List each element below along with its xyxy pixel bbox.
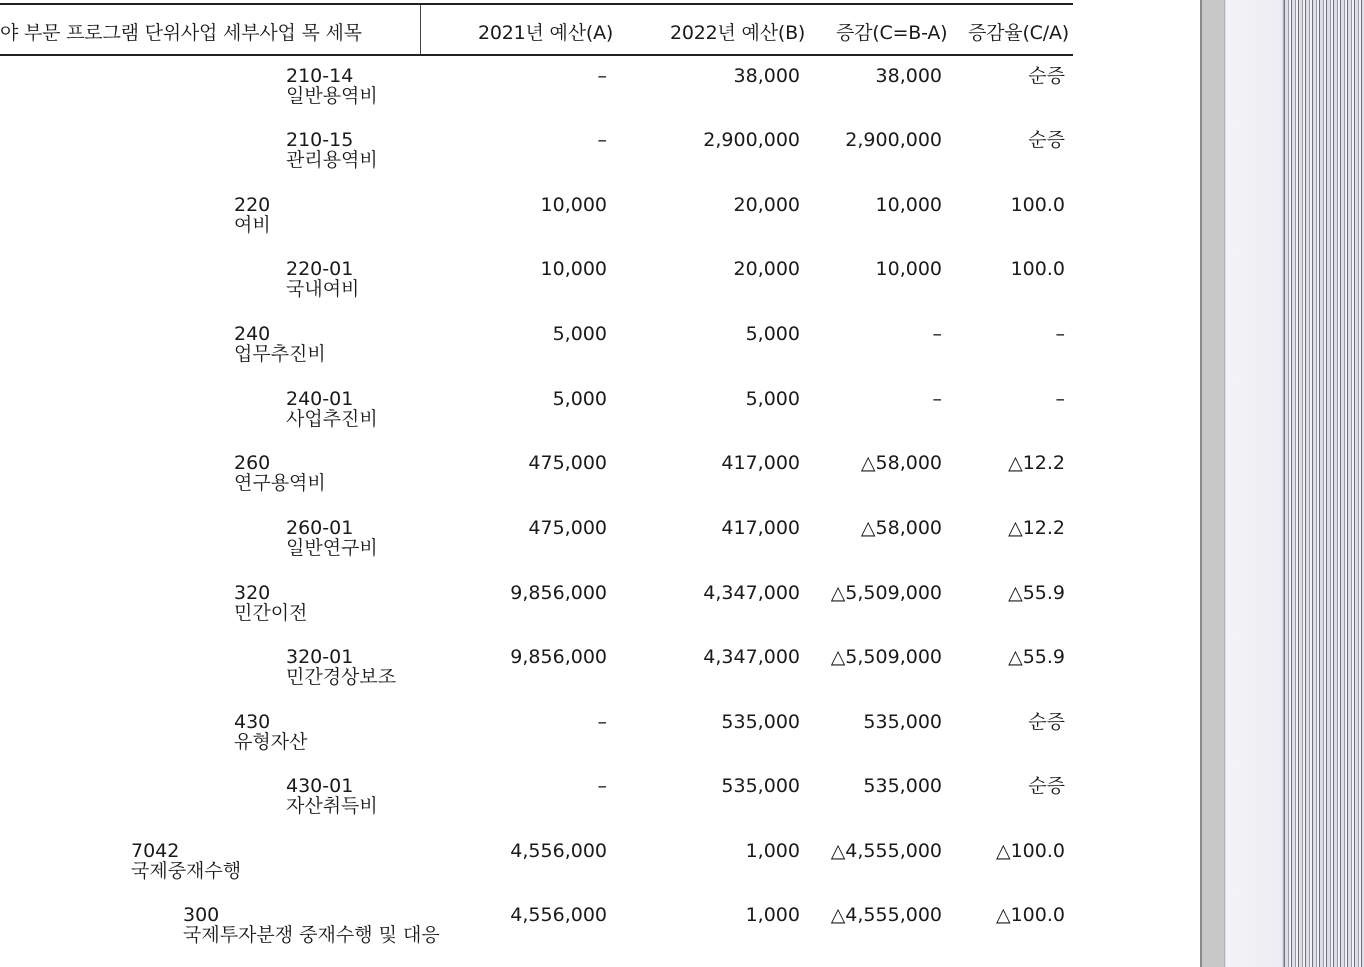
difference-value: △5,509,000 <box>830 582 942 604</box>
table-row <box>0 700 1073 764</box>
header-row-label: 야 부문 프로그램 단위사업 세부사업 목 세목 <box>0 22 362 44</box>
change-rate-value: △55.9 <box>1008 646 1065 668</box>
budget-2022-value: 535,000 <box>721 711 800 733</box>
difference-value: 10,000 <box>875 194 942 216</box>
page-stack-edges <box>1284 0 1364 967</box>
difference-value: △4,555,000 <box>830 840 942 862</box>
item-name: 자산취득비 <box>286 795 378 817</box>
item-name: 일반용역비 <box>286 85 378 107</box>
budget-2022-value: 535,000 <box>721 775 800 797</box>
difference-value: – <box>932 388 942 410</box>
item-name: 민간경상보조 <box>286 666 397 688</box>
budget-2021-value: – <box>597 129 607 151</box>
table-row <box>0 635 1073 699</box>
item-name: 여비 <box>234 214 271 236</box>
difference-value: △4,555,000 <box>830 904 942 926</box>
item-code: 220 <box>234 194 271 216</box>
item-code: 240-01 <box>286 388 354 410</box>
table-row <box>0 764 1073 828</box>
change-rate-value: 순증 <box>1028 775 1065 797</box>
budget-2021-value: 475,000 <box>528 517 607 539</box>
header-separator <box>420 5 421 54</box>
change-rate-value: △100.0 <box>995 840 1065 862</box>
budget-2021-value: – <box>597 775 607 797</box>
budget-2021-value: 10,000 <box>540 194 607 216</box>
change-rate-value: 100.0 <box>1010 194 1065 216</box>
change-rate-value: △100.0 <box>995 904 1065 926</box>
item-code: 320 <box>234 582 271 604</box>
budget-2022-value: 417,000 <box>721 452 800 474</box>
item-code: 430 <box>234 711 271 733</box>
budget-2022-value: 4,347,000 <box>703 646 800 668</box>
budget-2021-value: 10,000 <box>540 258 607 280</box>
difference-value: △58,000 <box>860 517 942 539</box>
budget-2022-value: 20,000 <box>733 258 800 280</box>
budget-2021-value: 9,856,000 <box>510 646 607 668</box>
table-row <box>0 183 1073 247</box>
budget-2021-value: – <box>597 65 607 87</box>
table-row <box>0 118 1073 182</box>
item-name: 연구용역비 <box>234 472 326 494</box>
header-change-rate: 증감율(C/A) <box>968 22 1069 44</box>
table-row <box>0 54 1073 118</box>
side-panel-track[interactable] <box>1224 0 1284 967</box>
budget-2022-value: 417,000 <box>721 517 800 539</box>
change-rate-value: 순증 <box>1028 65 1065 87</box>
change-rate-value: 순증 <box>1028 711 1065 733</box>
header-2021-budget: 2021년 예산(A) <box>478 22 614 44</box>
budget-2022-value: 2,900,000 <box>703 129 800 151</box>
item-code: 260 <box>234 452 271 474</box>
budget-2021-value: 475,000 <box>528 452 607 474</box>
item-name: 일반연구비 <box>286 537 378 559</box>
change-rate-value: △55.9 <box>1008 582 1065 604</box>
header-2022-budget: 2022년 예산(B) <box>670 22 806 44</box>
difference-value: – <box>932 323 942 345</box>
item-code: 220-01 <box>286 258 354 280</box>
table-row <box>0 571 1073 635</box>
item-code: 320-01 <box>286 646 354 668</box>
difference-value: 10,000 <box>875 258 942 280</box>
budget-2021-value: 4,556,000 <box>510 904 607 926</box>
change-rate-value: – <box>1055 323 1065 345</box>
budget-2021-value: – <box>597 711 607 733</box>
budget-2022-value: 4,347,000 <box>703 582 800 604</box>
table-row <box>0 893 1073 957</box>
item-code: 260-01 <box>286 517 354 539</box>
change-rate-value: △12.2 <box>1008 517 1065 539</box>
difference-value: △5,509,000 <box>830 646 942 668</box>
item-code: 240 <box>234 323 271 345</box>
item-name: 업무추진비 <box>234 343 326 365</box>
budget-2021-value: 5,000 <box>552 388 607 410</box>
budget-2022-value: 5,000 <box>745 388 800 410</box>
budget-2022-value: 38,000 <box>733 65 800 87</box>
item-name: 유형자산 <box>234 731 308 753</box>
item-code: 300 <box>183 904 220 926</box>
item-code: 210-15 <box>286 129 354 151</box>
header-difference: 증감(C=B-A) <box>836 22 948 44</box>
change-rate-value: – <box>1055 388 1065 410</box>
item-name: 국제투자분쟁 중재수행 및 대응 <box>183 924 440 946</box>
table-row <box>0 829 1073 893</box>
budget-2021-value: 4,556,000 <box>510 840 607 862</box>
table-row <box>0 441 1073 505</box>
change-rate-value: 100.0 <box>1010 258 1065 280</box>
item-code: 210-14 <box>286 65 354 87</box>
difference-value: 535,000 <box>863 775 942 797</box>
table-row <box>0 312 1073 376</box>
side-panel-edge <box>1200 0 1202 967</box>
table-row <box>0 247 1073 311</box>
budget-2022-value: 20,000 <box>733 194 800 216</box>
table-row <box>0 377 1073 441</box>
table-row <box>0 506 1073 570</box>
difference-value: △58,000 <box>860 452 942 474</box>
item-name: 사업추진비 <box>286 408 378 430</box>
item-name: 관리용역비 <box>286 149 378 171</box>
difference-value: 38,000 <box>875 65 942 87</box>
change-rate-value: 순증 <box>1028 129 1065 151</box>
item-name: 국제중재수행 <box>131 860 242 882</box>
item-code: 7042 <box>131 840 180 862</box>
table-top-rule <box>0 3 1073 5</box>
budget-2022-value: 1,000 <box>745 904 800 926</box>
difference-value: 535,000 <box>863 711 942 733</box>
budget-2021-value: 5,000 <box>552 323 607 345</box>
change-rate-value: △12.2 <box>1008 452 1065 474</box>
item-code: 430-01 <box>286 775 354 797</box>
item-name: 민간이전 <box>234 602 308 624</box>
item-name: 국내여비 <box>286 278 360 300</box>
budget-2022-value: 5,000 <box>745 323 800 345</box>
budget-2022-value: 1,000 <box>745 840 800 862</box>
budget-2021-value: 9,856,000 <box>510 582 607 604</box>
difference-value: 2,900,000 <box>845 129 942 151</box>
